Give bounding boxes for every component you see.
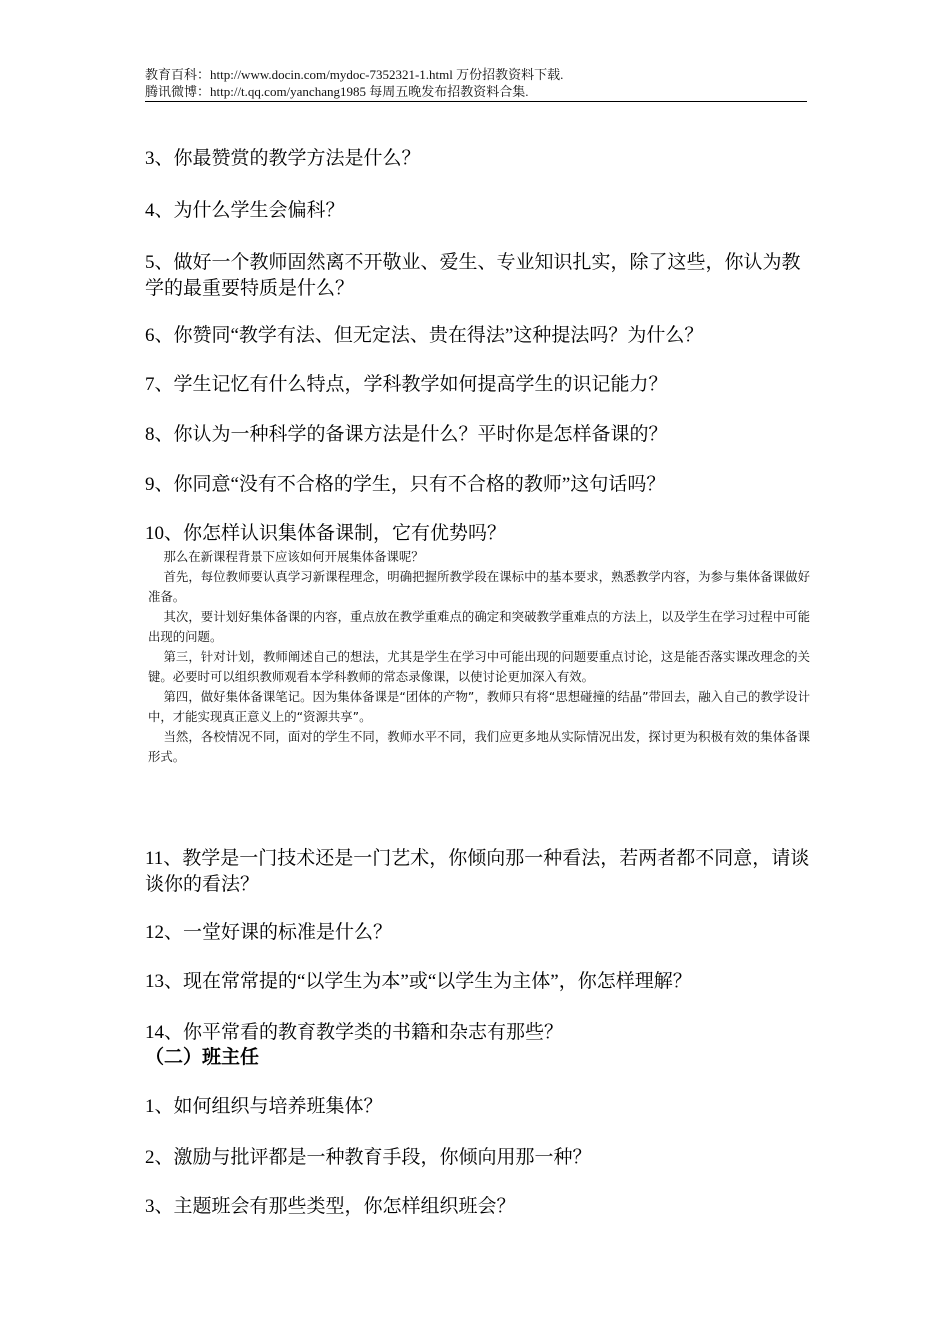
head-teacher-question-2: 2、激励与批评都是一种教育手段，你倾向用那一种？ (145, 1147, 592, 1168)
note-paragraph: 那么在新课程背景下应该如何开展集体备课呢？ (163, 549, 424, 564)
question-8: 8、你认为一种科学的备课方法是什么？平时你是怎样备课的？ (145, 424, 668, 445)
question-6: 6、你赞同“教学有法、但无定法、贵在得法”这种提法吗？为什么？ (145, 325, 704, 346)
note-paragraph: 其次，要计划好集体备课的内容，重点放在教学重难点的确定和突破教学重难点的方法上，以及学生在学习过程中可能出现的问题。 (148, 609, 810, 644)
question-5: 5、做好一个教师固然离不开敬业、爱生、专业知识扎实，除了这些，你认为教学的最重要特质是什么？ (145, 252, 801, 299)
header-divider (145, 101, 807, 102)
question-14: 14、你平常看的教育教学类的书籍和杂志有那些？ (145, 1022, 564, 1043)
page-header (145, 66, 807, 100)
header-line-docin: 教育百科：http://www.docin.com/mydoc-7352321-1.html 万份招教资料下载. (145, 67, 564, 82)
question-9: 9、你同意“没有不合格的学生，只有不合格的教师”这句话吗？ (145, 474, 666, 495)
head-teacher-question-1: 1、如何组织与培养班集体？ (145, 1096, 383, 1117)
question-10: 10、你怎样认识集体备课制，它有优势吗？ (145, 523, 507, 544)
question-13: 13、现在常常提的“以学生为本”或“以学生为主体”，你怎样理解？ (145, 971, 692, 992)
note-paragraph: 第三，针对计划，教师阐述自己的想法，尤其是学生在学习中可能出现的问题要重点讨论，这是能否落实课改理念的关键。必要时可以组织教师观看本学科教师的常态录像课，以使讨论更加深入有效。 (148, 649, 810, 684)
note-paragraph: 首先，每位教师要认真学习新课程理念，明确把握所教学段在课标中的基本要求，熟悉教学内容，为参与集体备课做好准备。 (148, 569, 810, 604)
head-teacher-question-3: 3、主题班会有那些类型，你怎样组织班会？ (145, 1196, 516, 1217)
section-title-head-teacher: （二）班主任 (145, 1046, 260, 1068)
note-paragraph: 第四，做好集体备课笔记。因为集体备课是“团体的产物”，教师只有将“思想碰撞的结晶”带回去，融入自己的教学设计中，才能实现真正意义上的“资源共享”。 (148, 689, 810, 724)
question-3: 3、你最赞赏的教学方法是什么？ (145, 148, 421, 169)
question-4: 4、为什么学生会偏科？ (145, 200, 345, 221)
collective-lesson-prep-note (148, 547, 810, 767)
question-11: 11、教学是一门技术还是一门艺术，你倾向那一种看法，若两者都不同意，请谈谈你的看法？ (145, 848, 810, 895)
question-7: 7、学生记忆有什么特点，学科教学如何提高学生的识记能力？ (145, 374, 668, 395)
header-line-weibo: 腾讯微博：http://t.qq.com/yanchang1985 每周五晚发布招教资料合集. (145, 84, 529, 99)
question-12: 12、一堂好课的标准是什么？ (145, 922, 393, 943)
note-paragraph: 当然，各校情况不同，面对的学生不同，教师水平不同，我们应更多地从实际情况出发，探讨更为积极有效的集体备课形式。 (148, 729, 810, 764)
